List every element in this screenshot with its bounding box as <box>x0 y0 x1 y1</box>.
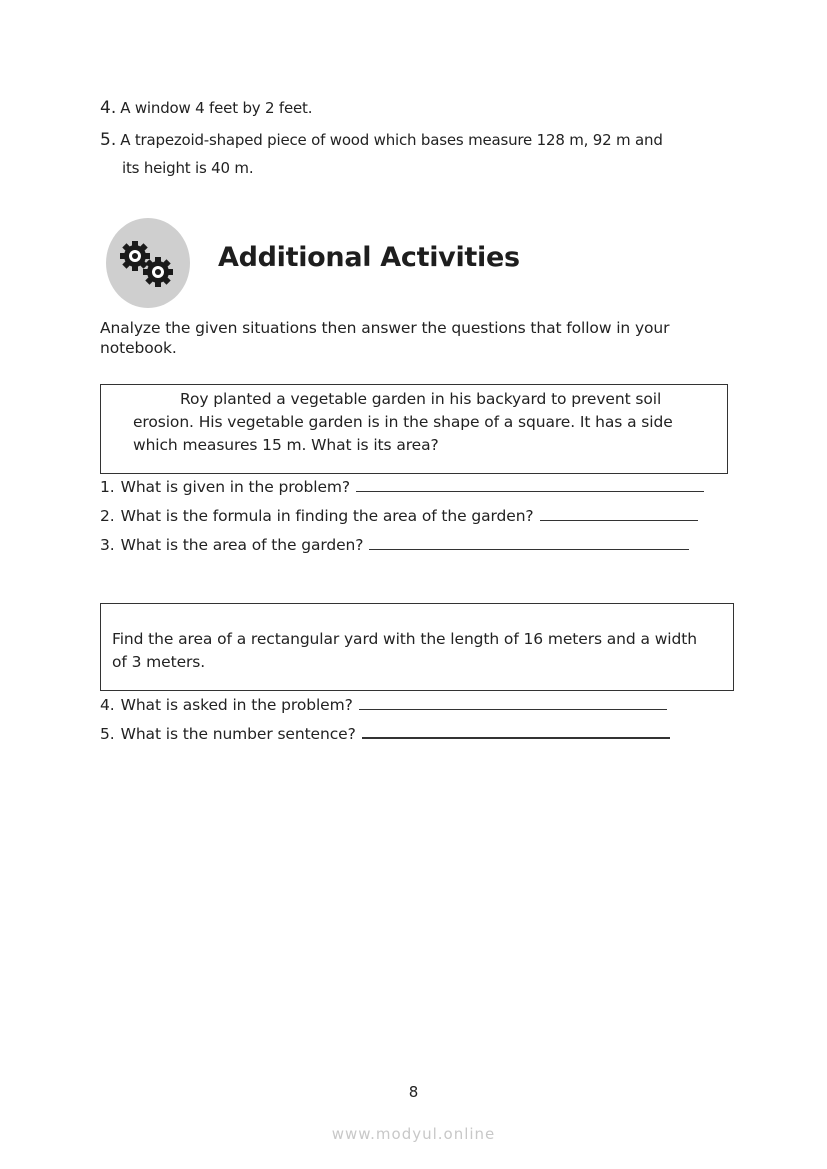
item-number: 4. <box>100 98 117 118</box>
problem-box-2 <box>100 603 734 691</box>
question-number: 4. <box>100 696 115 714</box>
answer-blank[interactable] <box>362 736 670 739</box>
section-intro: Analyze the given situations then answer the questions that follow in your notebook. <box>100 319 670 357</box>
list-item <box>100 130 663 150</box>
question-text: What is asked in the problem? <box>120 696 353 714</box>
question-item <box>100 696 667 714</box>
item-text: A trapezoid-shaped piece of wood which bases measure 128 m, 92 m and <box>120 131 663 149</box>
item-text: A window 4 feet by 2 feet. <box>120 99 313 117</box>
problem-text-line: Find the area of a rectangular yard with the length of 16 meters and a width <box>112 630 697 648</box>
item-number: 5. <box>100 130 117 150</box>
answer-blank[interactable] <box>356 490 704 492</box>
question-text: What is the area of the garden? <box>120 536 364 554</box>
item-text-continuation: its height is 40 m. <box>122 159 254 177</box>
question-text: What is the number sentence? <box>120 725 356 743</box>
gears-icon-circle <box>106 218 190 308</box>
question-number: 3. <box>100 536 115 554</box>
question-item <box>100 507 698 525</box>
question-item <box>100 478 704 496</box>
question-item <box>100 536 689 554</box>
problem-box-1 <box>100 384 728 474</box>
answer-blank[interactable] <box>359 708 667 710</box>
page-number: 8 <box>408 1083 419 1101</box>
question-number: 1. <box>100 478 115 496</box>
problem-text-line: erosion. His vegetable garden is in the shape of a square. It has a side <box>133 413 673 431</box>
section-title: Additional Activities <box>218 242 520 273</box>
gears-icon <box>106 218 190 308</box>
question-number: 2. <box>100 507 115 525</box>
question-text: What is given in the problem? <box>120 478 351 496</box>
answer-blank[interactable] <box>540 519 698 521</box>
question-text: What is the formula in finding the area of the garden? <box>120 507 534 525</box>
answer-blank[interactable] <box>369 548 689 550</box>
question-item <box>100 725 670 743</box>
list-item <box>100 98 312 118</box>
problem-text-line: of 3 meters. <box>112 653 206 671</box>
problem-text-line: which measures 15 m. What is its area? <box>133 436 439 454</box>
watermark: www.modyul.online <box>331 1125 496 1143</box>
problem-text-line: Roy planted a vegetable garden in his backyard to prevent soil <box>180 390 662 408</box>
question-number: 5. <box>100 725 115 743</box>
